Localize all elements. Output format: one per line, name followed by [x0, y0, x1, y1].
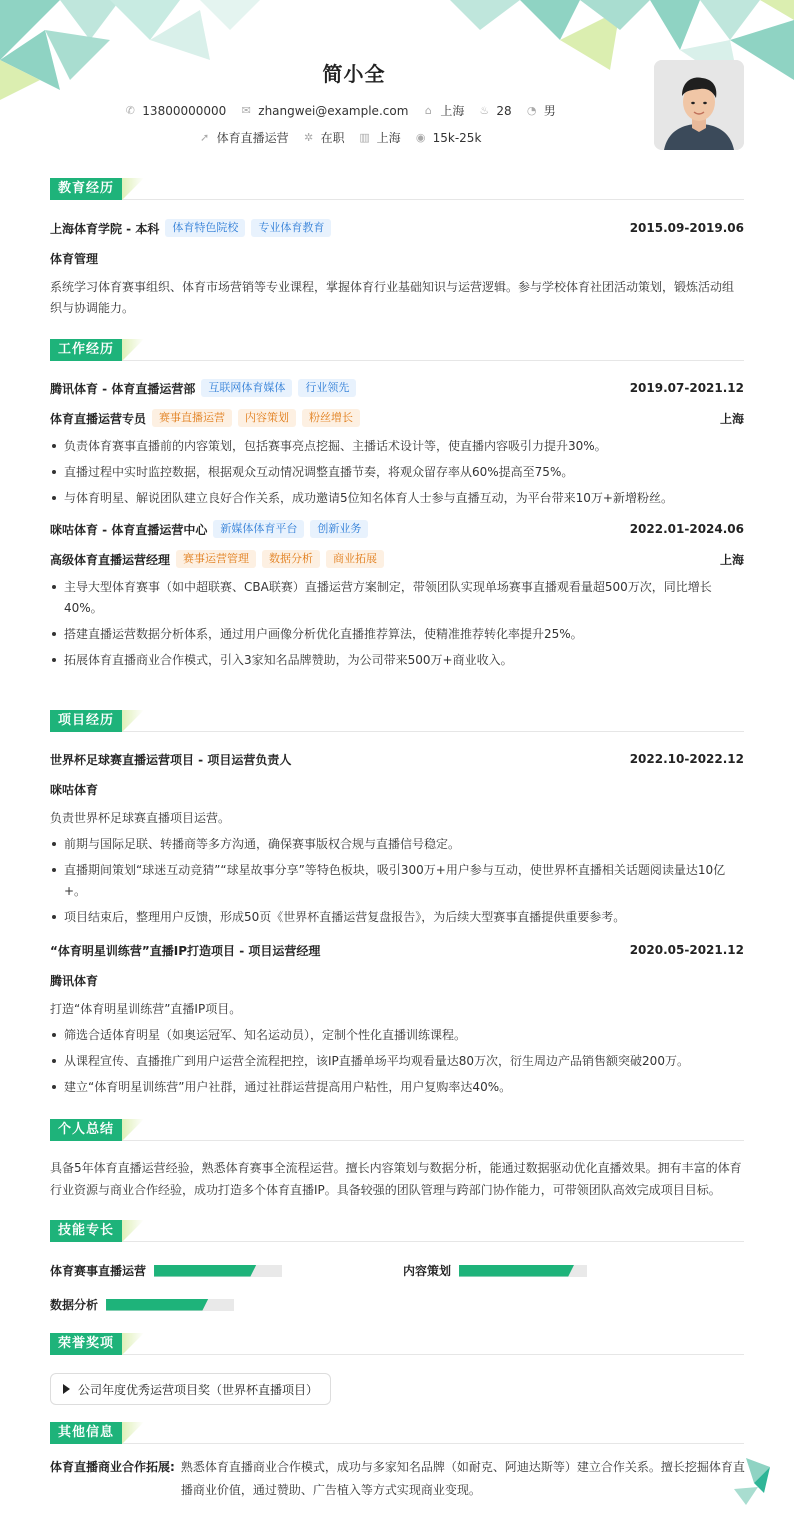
title-decoration — [122, 710, 144, 732]
skills-section — [50, 1220, 744, 1316]
major-row — [50, 247, 744, 269]
title-decoration — [122, 1220, 144, 1242]
cake-icon: ♨ — [479, 103, 490, 117]
company-tag: 互联网体育媒体 — [201, 379, 292, 397]
project-desc: 负责世界杯足球赛直播项目运营。 — [50, 811, 231, 825]
skill-name: 内容策划 — [403, 1264, 452, 1278]
list-item: 从课程宣传、直播推广到用户运营全流程把控，该IP直播单场平均观看量达80万次，衍生周边产品销售额突破200万。 — [50, 1051, 744, 1072]
other-section — [50, 1422, 744, 1508]
company-name: 咪咕体育 - 体育直播运营中心 — [50, 522, 208, 537]
job-intent-row — [0, 129, 680, 146]
awards-section — [50, 1333, 744, 1409]
skill-bar — [106, 1299, 234, 1311]
salary-info — [415, 129, 482, 146]
section-title: 工作经历 — [50, 339, 122, 361]
education-row — [50, 217, 744, 239]
gender-icon: ◔ — [526, 103, 537, 117]
job-period: 2019.07-2021.12 — [629, 381, 744, 395]
list-item: 直播过程中实时监控数据，根据观众互动情况调整直播节奏，将观众留存率从60%提高至75%。 — [50, 462, 744, 483]
role-tag: 商业拓展 — [326, 550, 384, 568]
phone-info — [124, 102, 226, 119]
project-org-row — [50, 778, 744, 800]
candidate-name: 简小全 — [322, 62, 386, 86]
project-bullets — [50, 834, 744, 928]
awards-header — [50, 1333, 744, 1355]
job-bullets — [50, 577, 744, 671]
title-decoration — [122, 339, 144, 361]
education-desc: 系统学习体育赛事组织、体育市场营销等专业课程，掌握体育行业基础知识与运营逻辑。参与学校体育社团活动策划，锻炼活动组织与协调能力。 — [50, 280, 735, 315]
mail-icon: ✉ — [241, 103, 251, 117]
title-decoration — [122, 1119, 144, 1141]
city-text: 上海 — [440, 104, 465, 118]
list-item: 负责体育赛事直播前的内容策划，包括赛事亮点挖掘、主播话术设计等，使直播内容吸引力提升30%。 — [50, 436, 744, 457]
job-role-row — [50, 407, 744, 429]
gender-text: 男 — [543, 104, 556, 118]
status-info — [303, 129, 345, 146]
project-org: 腾讯体育 — [50, 973, 99, 988]
list-item: 主导大型体育赛事（如中超联赛、CBA联赛）直播运营方案制定，带领团队实现单场赛事直播观看量超500万次，同比增长40%。 — [50, 577, 744, 619]
award-item[interactable] — [50, 1373, 331, 1405]
age-info — [478, 102, 511, 119]
title-decoration — [122, 1422, 144, 1444]
skill-bar-fill — [154, 1265, 256, 1277]
section-title: 个人总结 — [50, 1119, 122, 1141]
company-tag: 新媒体体育平台 — [213, 520, 304, 538]
skill-name: 体育赛事直播运营 — [50, 1264, 147, 1278]
summary-header — [50, 1119, 744, 1141]
age-text: 28 — [496, 103, 512, 118]
phone-text: 13800000000 — [142, 103, 227, 118]
list-item: 筛选合适体育明星（如奥运冠军、知名运动员），定制个性化直播训练课程。 — [50, 1025, 744, 1046]
job-info — [199, 129, 289, 146]
education-section — [50, 178, 744, 319]
section-title: 荣誉奖项 — [50, 1333, 122, 1355]
city-info — [422, 102, 464, 119]
gender-info — [526, 102, 556, 119]
role-tag: 赛事直播运营 — [152, 409, 232, 427]
list-item: 与体育明星、解说团队建立良好合作关系，成功邀请5位知名体育人士参与直播互动，为平台带来10万+新增粉丝。 — [50, 488, 744, 509]
skills-header — [50, 1220, 744, 1242]
section-title: 项目经历 — [50, 710, 122, 732]
status-text: 在职 — [320, 131, 345, 145]
coin-icon: ◉ — [415, 130, 426, 144]
company-tag: 创新业务 — [310, 520, 368, 538]
school-tag: 专业体育教育 — [251, 219, 331, 237]
project-bullets — [50, 1025, 744, 1098]
role-name: 高级体育直播运营经理 — [50, 552, 171, 567]
work-city-info — [359, 129, 401, 146]
role-tag: 数据分析 — [262, 550, 320, 568]
avatar-portrait — [654, 60, 744, 150]
list-item: 前期与国际足联、转播商等多方沟通，确保赛事版权合规与直播信号稳定。 — [50, 834, 744, 855]
role-tag: 内容策划 — [238, 409, 296, 427]
skill-bar-fill — [106, 1299, 208, 1311]
title-decoration — [122, 1333, 144, 1355]
skill-item — [50, 1296, 234, 1313]
section-title: 其他信息 — [50, 1422, 122, 1444]
skill-bar — [459, 1265, 587, 1277]
school-name: 上海体育学院 - 本科 — [50, 221, 160, 236]
email-info — [240, 102, 408, 119]
skill-bar-fill — [459, 1265, 574, 1277]
work-city-text: 上海 — [376, 131, 401, 145]
gear-icon: ✲ — [303, 130, 314, 144]
salary-text: 15k-25k — [432, 130, 482, 145]
job-role-row — [50, 548, 744, 570]
list-item: 建立“体育明星训练营”用户社群，通过社群运营提高用户粘性，用户复购率达40%。 — [50, 1077, 744, 1098]
projects-header — [50, 710, 744, 732]
email-text: zhangwei@example.com — [258, 103, 409, 118]
summary-section — [50, 1119, 744, 1201]
job-period: 2022.01-2024.06 — [629, 522, 744, 536]
job-location: 上海 — [719, 411, 744, 426]
project-row — [50, 748, 744, 770]
project-row — [50, 939, 744, 961]
list-item: 拓展体育直播商业合作模式，引入3家知名品牌赞助，为公司带来500万+商业收入。 — [50, 650, 744, 671]
other-header — [50, 1422, 744, 1444]
role-name: 体育直播运营专员 — [50, 411, 147, 426]
job-company-row — [50, 377, 744, 399]
skill-item — [403, 1262, 587, 1279]
other-label: 体育直播商业合作拓展: — [50, 1460, 175, 1474]
projects-section — [50, 710, 744, 1103]
summary-text: 具备5年体育直播运营经验，熟悉体育赛事全流程运营。擅长内容策划与数据分析，能通过数据驱动优化直播效果。拥有丰富的体育行业资源与商业合作经验，成功打造多个体育直播IP。具备较强的团队管理与跨部门协作能力，可带领团队高效完成项目目标。 — [50, 1161, 742, 1197]
education-header — [50, 178, 744, 200]
list-item: 搭建直播运营数据分析体系，通过用户画像分析优化直播推荐算法，使精准推荐转化率提升25%。 — [50, 624, 744, 645]
contact-row — [0, 102, 680, 119]
award-text: 公司年度优秀运营项目奖（世界杯直播项目） — [78, 1382, 319, 1397]
list-item: 项目结束后，整理用户反馈，形成50页《世界杯直播运营复盘报告》，为后续大型赛事直播提供重要参考。 — [50, 907, 744, 928]
avatar — [654, 60, 744, 150]
skill-item — [50, 1262, 282, 1279]
work-header — [50, 339, 744, 361]
project-period: 2022.10-2022.12 — [629, 752, 744, 766]
caret-right-icon — [63, 1384, 70, 1394]
project-org: 咪咕体育 — [50, 782, 99, 797]
title-decoration — [122, 178, 144, 200]
education-period: 2015.09-2019.06 — [629, 221, 744, 235]
paper-plane-icon: ➚ — [199, 130, 210, 144]
building-icon: ▥ — [359, 130, 370, 144]
project-name: 世界杯足球赛直播运营项目 - 项目运营负责人 — [50, 752, 292, 767]
skill-name: 数据分析 — [50, 1298, 99, 1312]
company-tag: 行业领先 — [298, 379, 356, 397]
project-desc: 打造“体育明星训练营”直播IP项目。 — [50, 1002, 242, 1016]
job-location: 上海 — [719, 552, 744, 567]
role-tag: 粉丝增长 — [302, 409, 360, 427]
project-name: “体育明星训练营”直播IP打造项目 - 项目运营经理 — [50, 943, 321, 958]
job-bullets — [50, 436, 744, 509]
project-period: 2020.05-2021.12 — [629, 943, 744, 957]
job-text: 体育直播运营 — [216, 131, 289, 145]
major: 体育管理 — [50, 251, 99, 266]
section-title: 教育经历 — [50, 178, 122, 200]
job-company-row — [50, 518, 744, 540]
project-org-row — [50, 969, 744, 991]
company-name: 腾讯体育 - 体育直播运营部 — [50, 381, 196, 396]
work-section — [50, 339, 744, 676]
other-item — [50, 1456, 747, 1502]
skill-bar — [154, 1265, 282, 1277]
list-item: 直播期间策划“球迷互动竞猜”“球星故事分享”等特色板块，吸引300万+用户参与互动，使世界杯直播相关话题阅读量达10亿+。 — [50, 860, 744, 902]
role-tag: 赛事运营管理 — [176, 550, 256, 568]
section-title: 技能专长 — [50, 1220, 122, 1242]
phone-icon: ✆ — [125, 103, 135, 117]
other-text: 熟悉体育直播商业合作模式，成功与多家知名品牌（如耐克、阿迪达斯等）建立合作关系。擅长挖掘体育直播商业价值，通过赞助、广告植入等方式实现商业变现。 — [180, 1460, 745, 1497]
school-tag: 体育特色院校 — [165, 219, 245, 237]
home-icon: ⌂ — [424, 103, 432, 117]
